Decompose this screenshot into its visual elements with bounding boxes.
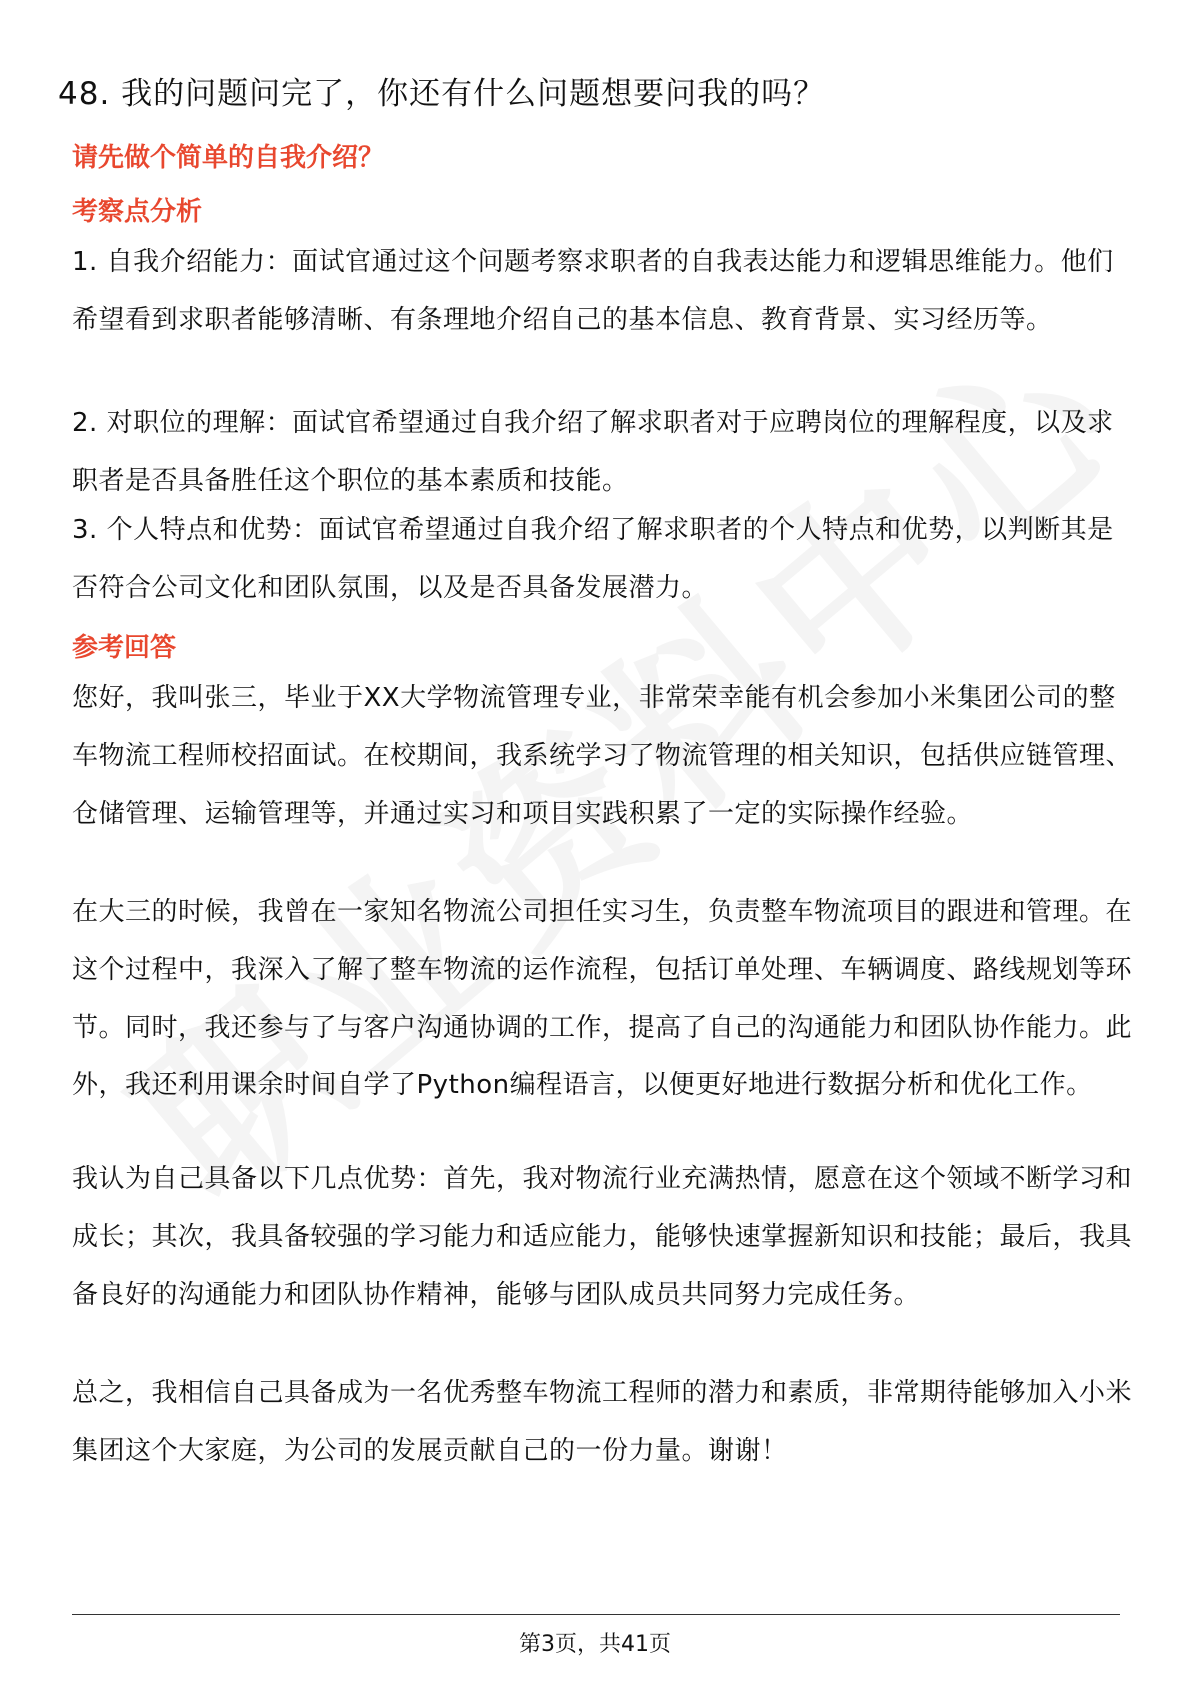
page-number: 第3页，共41页 <box>519 1632 671 1657</box>
answer-paragraph-4: 总之，我相信自己具备成为一名优秀整车物流工程师的潜力和素质，非常期待能够加入小米集团这个大家庭，为公司的发展贡献自己的一份力量。谢谢！ <box>72 1378 1133 1466</box>
answer-paragraph-1: 您好，我叫张三，毕业于XX大学物流管理专业，非常荣幸能有机会参加小米集团公司的整车物流工程师校招面试。在校期间，我系统学习了物流管理的相关知识，包括供应链管理、仓储管理、运输管理等，并通过实习和项目实践积累了一定的实际操作经验。 <box>72 683 1133 829</box>
sub-question-heading: 请先做个简单的自我介绍？ <box>72 143 385 173</box>
analysis-point-1: 1. 自我介绍能力：面试官通过这个问题考察求职者的自我表达能力和逻辑思维能力。他们希望看到求职者能够清晰、有条理地介绍自己的基本信息、教育背景、实习经历等。 <box>72 247 1114 335</box>
answer-heading: 参考回答 <box>72 633 177 663</box>
analysis-heading: 考察点分析 <box>72 197 203 227</box>
footer-divider <box>72 1614 1120 1615</box>
answer-paragraph-2: 在大三的时候，我曾在一家知名物流公司担任实习生，负责整车物流项目的跟进和管理。在这个过程中，我深入了解了整车物流的运作流程，包括订单处理、车辆调度、路线规划等环节。同时，我还参与了与客户沟通协调的工作，提高了自己的沟通能力和团队协作能力。此外，我还利用课余时间自学了Python编程语言，以便更好地进行数据分析和优化工作。 <box>72 897 1133 1101</box>
analysis-point-3: 3. 个人特点和优势：面试官希望通过自我介绍了解求职者的个人特点和优势，以判断其是否符合公司文化和团队氛围，以及是否具备发展潜力。 <box>72 515 1114 603</box>
question-title: 48. 我的问题问完了，你还有什么问题想要问我的吗？ <box>58 76 826 112</box>
analysis-point-2: 2. 对职位的理解：面试官希望通过自我介绍了解求职者对于应聘岗位的理解程度，以及求职者是否具备胜任这个职位的基本素质和技能。 <box>72 408 1114 496</box>
answer-paragraph-3: 我认为自己具备以下几点优势：首先，我对物流行业充满热情，愿意在这个领域不断学习和成长；其次，我具备较强的学习能力和适应能力，能够快速掌握新知识和技能；最后，我具备良好的沟通能力和团队协作精神，能够与团队成员共同努力完成任务。 <box>72 1164 1133 1310</box>
